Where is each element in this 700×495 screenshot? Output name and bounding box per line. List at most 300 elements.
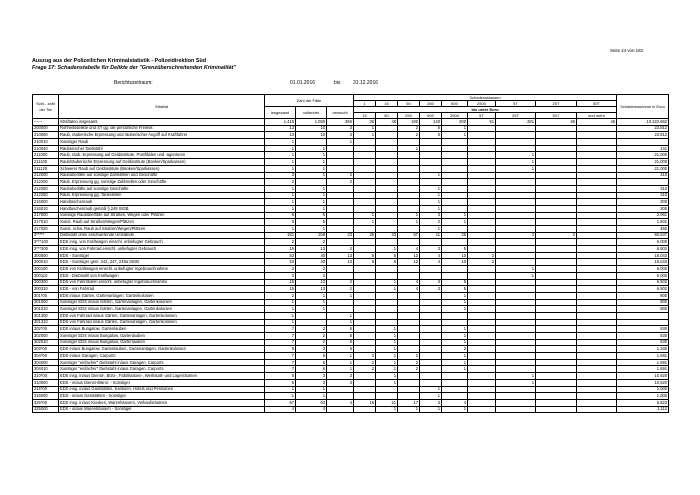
- cell-class-25t-50t: [536, 259, 577, 266]
- row-offense: Sonstiger EDS in/aus Gärten, Gartenanlagen, Gartenkolonien: [59, 306, 265, 313]
- cell-class-5t-25t: [496, 299, 536, 306]
- cell-cases-attempted: 13: [327, 259, 354, 266]
- cell-class-2500-5t: [468, 212, 496, 219]
- row-offense: Handtaschenraub: [59, 199, 265, 206]
- row-offense: EDS - in/aus Warenhäusern - Sonstiger: [59, 406, 265, 413]
- cell-cases-completed: 1: [296, 159, 327, 166]
- cell-class-25t-50t: [536, 252, 577, 259]
- row-key: 315000: [33, 393, 59, 400]
- cell-cases-total: 53: [265, 259, 296, 266]
- cell-cases-attempted: 5: [327, 326, 354, 333]
- cell-class-5t-25t: [496, 239, 536, 246]
- row-offense: EDS - Sonstiger: [59, 252, 265, 259]
- cell-class-500-2500: [442, 179, 468, 186]
- cell-cases-attempted: [327, 145, 354, 152]
- cell-cases-total: 1: [265, 165, 296, 172]
- cell-cases-attempted: [327, 185, 354, 192]
- cell-class-50-250: [398, 326, 420, 333]
- table-body: [33, 119, 669, 413]
- cell-cases-attempted: 1: [327, 319, 354, 326]
- cell-class-25t-50t: [536, 179, 577, 186]
- cell-class-500-2500: [442, 312, 468, 319]
- cell-class-1-15: 6: [354, 259, 376, 266]
- row-offense: Raub, räub. Erpressung auf Geldinstitute, Postfilialen und -agenturen: [59, 152, 265, 159]
- cell-class-15-50: [376, 393, 398, 400]
- cell-class-250-500: [420, 339, 442, 346]
- cell-class-5t-25t: [496, 386, 536, 393]
- row-offense: Sonst. Raub auf Straßen/Wegen/Plätzen: [59, 219, 265, 226]
- cell-class-5t-25t: [496, 333, 536, 340]
- cell-cases-total: 1: [265, 145, 296, 152]
- table-row: [33, 339, 669, 346]
- cell-class-15-50: [376, 125, 398, 132]
- cell-class-2500-5t: [468, 353, 496, 360]
- cell-class-2500-5t: [468, 312, 496, 319]
- cell-damage-sum: 530: [617, 333, 669, 340]
- cell-cases-total: 2: [265, 292, 296, 299]
- cell-class-250-500: 1: [420, 406, 442, 413]
- cell-damage-sum: 1.112: [617, 406, 669, 413]
- cell-class-15-50: [376, 212, 398, 219]
- cell-class-50-250: 2: [398, 359, 420, 366]
- cell-damage-sum: 10.620: [617, 379, 669, 386]
- cell-class-50t-plus: [577, 212, 617, 219]
- cell-class-2500-5t: [468, 232, 496, 239]
- cell-class-50-250: [398, 205, 420, 212]
- cell-class-15-50: 1: [376, 406, 398, 413]
- cell-cases-total: 2: [265, 239, 296, 246]
- cell-class-250-500: [420, 179, 442, 186]
- cell-cases-completed: 13: [296, 286, 327, 293]
- cell-cases-attempted: 3: [327, 373, 354, 380]
- cell-class-500-2500: 25: [442, 232, 468, 239]
- cell-class-1-15: 1: [354, 212, 376, 219]
- row-offense: EDS insg. von Fahrrad einschl. unbefugter Gebrauch: [59, 246, 265, 253]
- cell-class-5t-25t: [496, 145, 536, 152]
- cell-class-50-250: [398, 239, 420, 246]
- row-key: 325000: [33, 406, 59, 413]
- cell-class-15-50: 48: [376, 119, 398, 126]
- row-offense: Raub, räuberische Erpressung und räuberischer Angriff auf Kraftfahrer: [59, 132, 265, 139]
- cell-class-5t-25t: 281: [496, 119, 536, 126]
- row-offense: EDS - Sonstiger gem. 242, 247, 248a StGB: [59, 259, 265, 266]
- cell-class-1-15: [354, 386, 376, 393]
- cell-class-5t-25t: [496, 185, 536, 192]
- cell-class-25t-50t: [536, 266, 577, 273]
- cell-cases-total: 6: [265, 212, 296, 219]
- row-offense: EDS von Fahrrädern einschl. unbefugter Ingebrauchnahme: [59, 279, 265, 286]
- cell-class-2500-5t: [468, 386, 496, 393]
- cell-cases-total: 15: [265, 286, 296, 293]
- cell-cases-completed: 6: [296, 353, 327, 360]
- cell-class-50-250: [398, 185, 420, 192]
- row-key: 301*00: [33, 292, 59, 299]
- cell-class-5t-25t: [496, 319, 536, 326]
- cell-class-500-2500: 1: [442, 125, 468, 132]
- row-key: 211000: [33, 152, 59, 159]
- cell-cases-total: 1: [265, 152, 296, 159]
- header-key: Schl.- zahl der Tat: [33, 95, 59, 119]
- cell-cases-attempted: [327, 406, 354, 413]
- cell-class-500-2500: 1: [442, 219, 468, 226]
- cell-class-500-2500: 1: [442, 406, 468, 413]
- cell-class-5t-25t: [496, 252, 536, 259]
- cell-damage-sum: 300: [617, 199, 669, 206]
- cell-class-50-250: [398, 159, 420, 166]
- row-key: 300110: [33, 272, 59, 279]
- cell-class-15-50: [376, 306, 398, 313]
- cell-class-500-2500: 1: [442, 339, 468, 346]
- cell-class-50-250: [398, 139, 420, 146]
- cell-class-50-250: [398, 152, 420, 159]
- cell-class-25t-50t: [536, 339, 577, 346]
- cell-class-25t-50t: [536, 292, 577, 299]
- cell-cases-completed: 1: [296, 172, 327, 179]
- cell-class-15-50: [376, 192, 398, 199]
- cell-class-25t-50t: [536, 353, 577, 360]
- header-damage-group: Schadensklassen: [354, 95, 617, 101]
- cell-class-25t-50t: [536, 219, 577, 226]
- cell-cases-attempted: 2: [327, 172, 354, 179]
- cell-class-25t-50t: [536, 212, 577, 219]
- cell-class-50t-plus: [577, 272, 617, 279]
- cell-class-250-500: 11: [420, 232, 442, 239]
- cell-class-50t-plus: [577, 125, 617, 132]
- cell-class-25t-50t: [536, 145, 577, 152]
- cell-class-500-2500: 1: [442, 366, 468, 373]
- cell-class-50t-plus: [577, 306, 617, 313]
- table-row: [33, 312, 669, 319]
- cell-class-15-50: 33: [376, 232, 398, 239]
- cell-cases-completed: 1: [296, 192, 327, 199]
- row-offense: Raubüberfälle auf sonstige Zahlstellen und Geschäfte: [59, 172, 265, 179]
- cell-class-15-50: [376, 145, 398, 152]
- cell-class-2500-5t: [468, 205, 496, 212]
- cell-damage-sum: 800: [617, 306, 669, 313]
- table-row: [33, 212, 669, 219]
- cell-cases-attempted: 3: [327, 132, 354, 139]
- cell-class-25t-50t: [536, 165, 577, 172]
- cell-class-250-500: [420, 299, 442, 306]
- cell-class-50-250: [398, 192, 420, 199]
- cell-class-50-250: 1: [398, 212, 420, 219]
- cell-class-2500-5t: 51: [468, 119, 496, 126]
- cell-class-2500-5t: [468, 333, 496, 340]
- cell-class-5t-25t: [496, 192, 536, 199]
- cell-cases-attempted: [327, 239, 354, 246]
- cell-cases-total: 1: [265, 312, 296, 319]
- cell-class-1-15: [354, 179, 376, 186]
- row-key: 211100: [33, 159, 59, 166]
- class-to: 50T: [536, 113, 577, 119]
- cell-cases-completed: 158: [296, 232, 327, 239]
- cell-class-50-250: [398, 373, 420, 380]
- cell-damage-sum: 310: [617, 185, 669, 192]
- cell-class-500-2500: [442, 379, 468, 386]
- row-key: 3***300: [33, 246, 59, 253]
- cell-class-25t-50t: [536, 393, 577, 400]
- cell-class-2500-5t: [468, 165, 496, 172]
- cell-class-25t-50t: [536, 326, 577, 333]
- cell-cases-attempted: [327, 219, 354, 226]
- table-row: [33, 292, 669, 299]
- cell-class-25t-50t: [536, 319, 577, 326]
- row-key: 304*00: [33, 353, 59, 360]
- row-offense: Räub. Erpressung gg. sonstige Zahlstellen oder Geschäfte: [59, 179, 265, 186]
- cell-class-50t-plus: [577, 152, 617, 159]
- cell-class-25t-50t: [536, 139, 577, 146]
- cell-class-50-250: 57: [398, 232, 420, 239]
- row-key: 303*00: [33, 346, 59, 353]
- cell-class-5t-25t: 1: [496, 266, 536, 273]
- cell-class-1-15: [354, 152, 376, 159]
- cell-cases-total: 1: [265, 185, 296, 192]
- cell-class-250-500: 1: [420, 185, 442, 192]
- cell-class-500-2500: 1: [442, 299, 468, 306]
- cell-class-5t-25t: [496, 339, 536, 346]
- cell-cases-total: 1: [265, 159, 296, 166]
- cell-cases-completed: 3: [296, 373, 327, 380]
- report-title: Auszug aus der Polizeilichen Kriminalstatistik - Polizeidirektion Süd: [32, 58, 207, 64]
- cell-class-50t-plus: [577, 386, 617, 393]
- row-offense: Sonstiger EDS in/aus Gärten, Gartenanlagen, Gartenkolonien: [59, 299, 265, 306]
- cell-class-1-15: 36: [354, 119, 376, 126]
- cell-class-25t-50t: [536, 172, 577, 179]
- cell-class-250-500: [420, 379, 442, 386]
- cell-class-50t-plus: [577, 379, 617, 386]
- cell-class-5t-25t: [496, 393, 536, 400]
- cell-class-2500-5t: [468, 406, 496, 413]
- table-row: [33, 185, 669, 192]
- cell-class-50t-plus: [577, 139, 617, 146]
- cell-class-50-250: [398, 165, 420, 172]
- cell-class-50t-plus: [577, 199, 617, 206]
- cell-damage-sum: 60.637: [617, 232, 669, 239]
- cell-class-250-500: [420, 333, 442, 340]
- cell-class-50t-plus: [577, 359, 617, 366]
- cell-class-5t-25t: [496, 326, 536, 333]
- table-row: [33, 219, 669, 226]
- cell-class-25t-50t: [536, 125, 577, 132]
- cell-class-500-2500: 1: [442, 292, 468, 299]
- cell-class-500-2500: 5: [442, 246, 468, 253]
- cell-cases-completed: 13: [296, 279, 327, 286]
- cell-damage-sum: [617, 319, 669, 326]
- cell-cases-attempted: 2: [327, 279, 354, 286]
- cell-class-2500-5t: [468, 366, 496, 373]
- cell-class-500-2500: 5: [442, 286, 468, 293]
- table-row: [33, 139, 669, 146]
- row-offense: Schwerer Raub auf Geldinstitute (Banken/Sparkassen): [59, 165, 265, 172]
- cell-damage-sum: 6.502: [617, 279, 669, 286]
- cell-class-1-15: [354, 312, 376, 319]
- cell-class-50t-plus: [577, 346, 617, 353]
- cell-class-500-2500: 4: [442, 399, 468, 406]
- cell-class-50-250: [398, 292, 420, 299]
- cell-cases-completed: 1: [296, 386, 327, 393]
- cell-class-15-50: [376, 172, 398, 179]
- cell-class-5t-25t: [496, 179, 536, 186]
- cell-class-2500-5t: [468, 292, 496, 299]
- cell-class-500-2500: [442, 199, 468, 206]
- cell-class-25t-50t: [536, 366, 577, 373]
- cell-class-500-2500: [442, 172, 468, 179]
- cell-class-5t-25t: 1: [496, 159, 536, 166]
- cell-class-1-15: [354, 165, 376, 172]
- cell-class-500-2500: [442, 373, 468, 380]
- cell-class-15-50: 1: [376, 366, 398, 373]
- table-row: [33, 386, 669, 393]
- cell-class-15-50: [376, 299, 398, 306]
- cell-class-15-50: [376, 312, 398, 319]
- cell-class-50t-plus: [577, 339, 617, 346]
- cell-cases-completed: 1: [296, 199, 327, 206]
- cell-cases-total: 53: [265, 252, 296, 259]
- row-key: 217020: [33, 226, 59, 233]
- row-key: 301310: [33, 319, 59, 326]
- cell-cases-attempted: [327, 306, 354, 313]
- row-key: 301010: [33, 306, 59, 313]
- cell-damage-sum: 6.000: [617, 272, 669, 279]
- cell-cases-total: 67: [265, 399, 296, 406]
- cell-class-500-2500: 1: [442, 306, 468, 313]
- cell-cases-completed: 3: [296, 379, 327, 386]
- cell-class-15-50: [376, 185, 398, 192]
- cell-class-2500-5t: [468, 359, 496, 366]
- row-key: 304000: [33, 359, 59, 366]
- cell-damage-sum: 10.620: [617, 373, 669, 380]
- cell-cases-total: 1.415: [265, 119, 296, 126]
- period-from: 01.01.2016: [290, 80, 316, 86]
- cell-class-500-2500: [442, 239, 468, 246]
- row-offense: EDS von Fahrrad in/aus Gärten, Gartenanlagen, Gartenkolonien: [59, 312, 265, 319]
- cell-cases-total: 7: [265, 333, 296, 340]
- table-row: [33, 393, 669, 400]
- cell-class-250-500: 5: [420, 125, 442, 132]
- cell-class-1-15: [354, 339, 376, 346]
- cell-damage-sum: 310: [617, 172, 669, 179]
- cell-class-5t-25t: [496, 205, 536, 212]
- reporting-period: [32, 80, 432, 88]
- cell-class-50-250: [398, 266, 420, 273]
- cell-class-5t-25t: [496, 359, 536, 366]
- row-offense: EDS - von Fahrrad: [59, 286, 265, 293]
- header-offense: Straftat: [59, 95, 265, 119]
- row-key: 212250: [33, 192, 59, 199]
- cell-damage-sum: 300: [617, 205, 669, 212]
- cell-class-1-15: [354, 286, 376, 293]
- cell-class-15-50: 1: [376, 286, 398, 293]
- cell-class-15-50: 1: [376, 353, 398, 360]
- table-row: [33, 326, 669, 333]
- cell-class-250-500: [420, 373, 442, 380]
- cell-class-500-2500: [442, 145, 468, 152]
- cell-class-1-15: 1: [354, 219, 376, 226]
- cell-class-2500-5t: 2: [468, 252, 496, 259]
- cell-class-250-500: [420, 306, 442, 313]
- cell-class-5t-25t: [496, 366, 536, 373]
- cell-cases-attempted: 1: [327, 312, 354, 319]
- cell-class-5t-25t: [496, 399, 536, 406]
- cell-class-50-250: 1: [398, 145, 420, 152]
- cell-class-25t-50t: [536, 185, 577, 192]
- cell-cases-completed: 1.050: [296, 119, 327, 126]
- cell-cases-attempted: 5: [327, 339, 354, 346]
- cell-class-2500-5t: [468, 373, 496, 380]
- cell-class-250-500: 3: [420, 246, 442, 253]
- cell-class-250-500: [420, 326, 442, 333]
- row-key: 301000: [33, 299, 59, 306]
- cell-class-1-15: [354, 299, 376, 306]
- cell-class-250-500: [420, 353, 442, 360]
- cell-class-25t-50t: [536, 386, 577, 393]
- cell-class-250-500: [420, 139, 442, 146]
- cell-class-50t-plus: [577, 406, 617, 413]
- cell-cases-attempted: [327, 226, 354, 233]
- cell-class-2500-5t: [468, 346, 496, 353]
- cell-class-50-250: 1: [398, 406, 420, 413]
- cell-class-25t-50t: [536, 205, 577, 212]
- cell-class-500-2500: [442, 152, 468, 159]
- cell-cases-completed: 3: [296, 346, 327, 353]
- cell-class-50t-plus: [577, 239, 617, 246]
- cell-class-25t-50t: [536, 379, 577, 386]
- cell-class-15-50: [376, 219, 398, 226]
- cell-cases-attempted: [327, 272, 354, 279]
- cell-class-50-250: [398, 379, 420, 386]
- cell-class-5t-25t: [496, 212, 536, 219]
- cell-class-2500-5t: [468, 306, 496, 313]
- cell-cases-attempted: [327, 159, 354, 166]
- cell-class-15-50: [376, 239, 398, 246]
- row-offense: EDS insg. von Kraftwagen einschl. unbefugter Gebrauch: [59, 239, 265, 246]
- cell-class-50t-plus: [577, 219, 617, 226]
- row-key: 325*00: [33, 399, 59, 406]
- table-row: [33, 172, 669, 179]
- cell-class-15-50: [376, 179, 398, 186]
- cell-cases-attempted: 365: [327, 119, 354, 126]
- cell-class-1-15: [354, 333, 376, 340]
- cell-class-250-500: 1: [420, 199, 442, 206]
- row-key: 300100: [33, 266, 59, 273]
- cell-damage-sum: 6.502: [617, 286, 669, 293]
- cell-class-2500-5t: [468, 185, 496, 192]
- class-from: 2500: [468, 101, 496, 107]
- row-key: 210010: [33, 139, 59, 146]
- cell-class-2500-5t: [468, 239, 496, 246]
- cell-class-250-500: [420, 319, 442, 326]
- cell-class-50t-plus: [577, 333, 617, 340]
- cell-class-2500-5t: [468, 399, 496, 406]
- cell-cases-completed: 1: [296, 299, 327, 306]
- period-label: Berichtszeitraum:: [114, 80, 153, 86]
- cell-damage-sum: 1.691: [617, 359, 669, 366]
- row-key: 3***100: [33, 239, 59, 246]
- cell-class-15-50: 1: [376, 339, 398, 346]
- table-row: [33, 379, 669, 386]
- cell-class-50t-plus: [577, 185, 617, 192]
- cell-class-50-250: [398, 339, 420, 346]
- cell-class-250-500: [420, 292, 442, 299]
- cell-class-25t-50t: [536, 312, 577, 319]
- cell-class-250-500: [420, 266, 442, 273]
- class-from: 1: [354, 101, 376, 107]
- table-row: [33, 125, 669, 132]
- table-row: [33, 252, 669, 259]
- cell-cases-total: 2: [265, 179, 296, 186]
- cell-cases-total: 2: [265, 272, 296, 279]
- row-offense: EDS - in/aus Dienst-/Büror. - Sonstiger: [59, 379, 265, 386]
